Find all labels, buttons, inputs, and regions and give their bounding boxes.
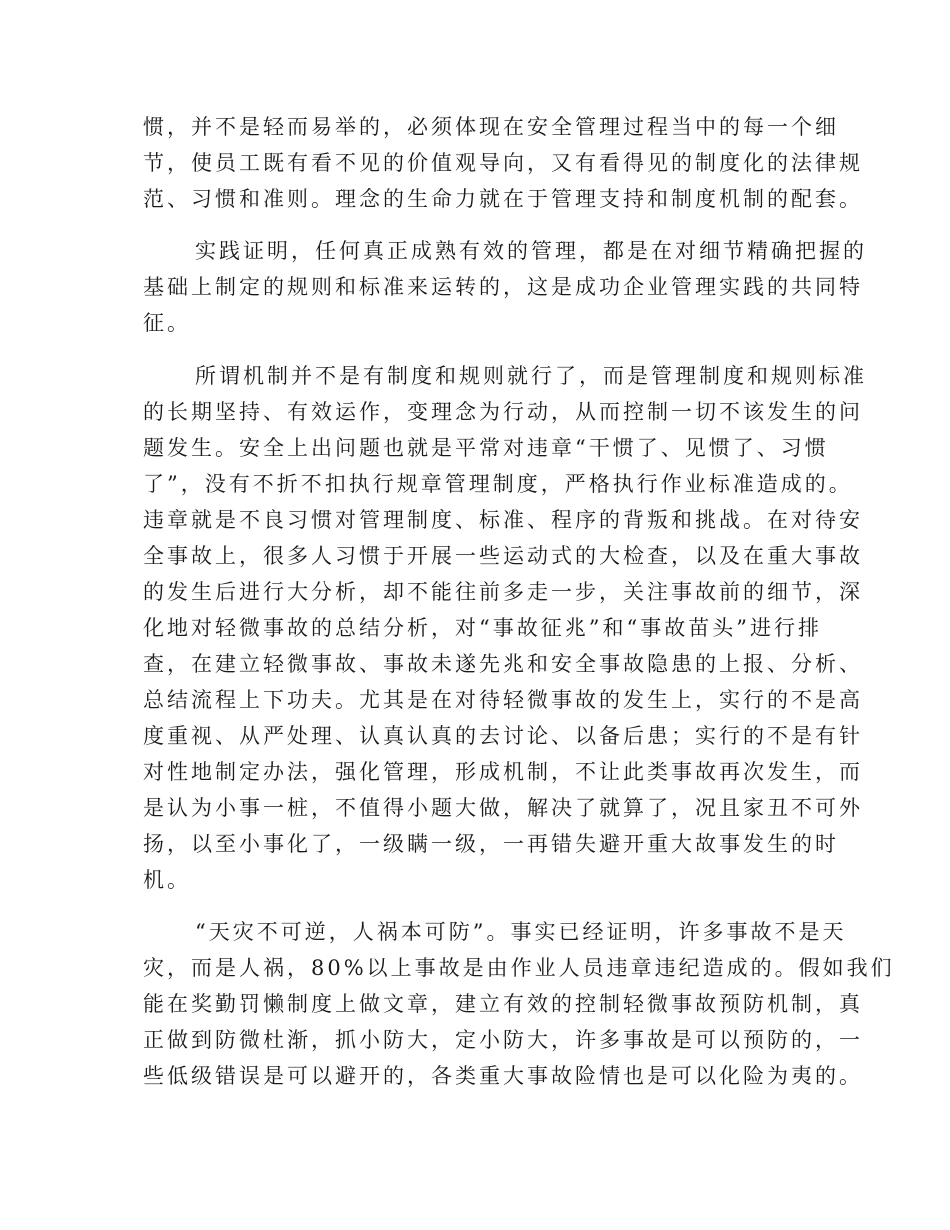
text-line: 度重视、从严处理、认真认真的去讨论、以备后患；实行的不是有针 bbox=[143, 724, 863, 748]
text-line: 是认为小事一桩，不值得小题大做，解决了就算了，况且家丑不可外 bbox=[143, 796, 863, 820]
text-line: 惯，并不是轻而易举的，必须体现在安全管理过程当中的每一个细 bbox=[143, 115, 839, 139]
text-line: “天灾不可逆，人祸本可防”。事实已经证明，许多事故不是天 bbox=[195, 920, 847, 944]
text-line: 节，使员工既有看不见的价值观导向，又有看得见的制度化的法律规 bbox=[143, 151, 863, 175]
text-line: 了”，没有不折不扣执行规章管理制度，严格执行作业标准造成的。 bbox=[143, 472, 853, 496]
text-line: 查，在建立轻微事故、事故未遂先兆和安全事故隐患的上报、分析、 bbox=[143, 652, 863, 676]
text-line: 全事故上，很多人习惯于开展一些运动式的大检查，以及在重大事故 bbox=[143, 544, 863, 568]
text-line: 能在奖勤罚懒制度上做文章，建立有效的控制轻微事故预防机制，真 bbox=[143, 992, 863, 1016]
text-line: 总结流程上下功夫。尤其是在对待轻微事故的发生上，实行的不是高 bbox=[143, 688, 863, 712]
text-line: 化地对轻微事故的总结分析，对“事故征兆”和“事故苗头”进行排 bbox=[143, 616, 822, 640]
text-line: 机。 bbox=[143, 868, 191, 892]
text-line: 题发生。安全上出问题也就是平常对违章“干惯了、见惯了、习惯 bbox=[143, 436, 829, 460]
text-line: 正做到防微杜渐，抓小防大，定小防大，许多事故是可以预防的，一 bbox=[143, 1028, 863, 1052]
text-line: 违章就是不良习惯对管理制度、标准、程序的背叛和挑战。在对待安 bbox=[143, 508, 863, 532]
text-line: 扬，以至小事化了，一级瞒一级，一再错失避开重大故事发生的时 bbox=[143, 832, 839, 856]
text-line: 对性地制定办法，强化管理，形成机制，不让此类事故再次发生，而 bbox=[143, 760, 863, 784]
text-line: 的发生后进行大分析，却不能往前多走一步，关注事故前的细节，深 bbox=[143, 580, 863, 604]
text-line: 些低级错误是可以避开的，各类重大事故险情也是可以化险为夷的。 bbox=[143, 1064, 863, 1088]
text-line: 的长期坚持、有效运作，变理念为行动，从而控制一切不该发生的问 bbox=[143, 400, 863, 424]
text-line: 实践证明，任何真正成熟有效的管理，都是在对细节精确把握的 bbox=[195, 239, 867, 263]
text-line: 征。 bbox=[143, 311, 191, 335]
text-line: 灾，而是人祸，80%以上事故是由作业人员违章违纪造成的。假如我们 bbox=[143, 956, 895, 980]
text-line: 基础上制定的规则和标准来运转的，这是成功企业管理实践的共同特 bbox=[143, 275, 863, 299]
text-line: 范、习惯和准则。理念的生命力就在于管理支持和制度机制的配套。 bbox=[143, 187, 863, 211]
text-line: 所谓机制并不是有制度和规则就行了，而是管理制度和规则标准 bbox=[195, 364, 867, 388]
